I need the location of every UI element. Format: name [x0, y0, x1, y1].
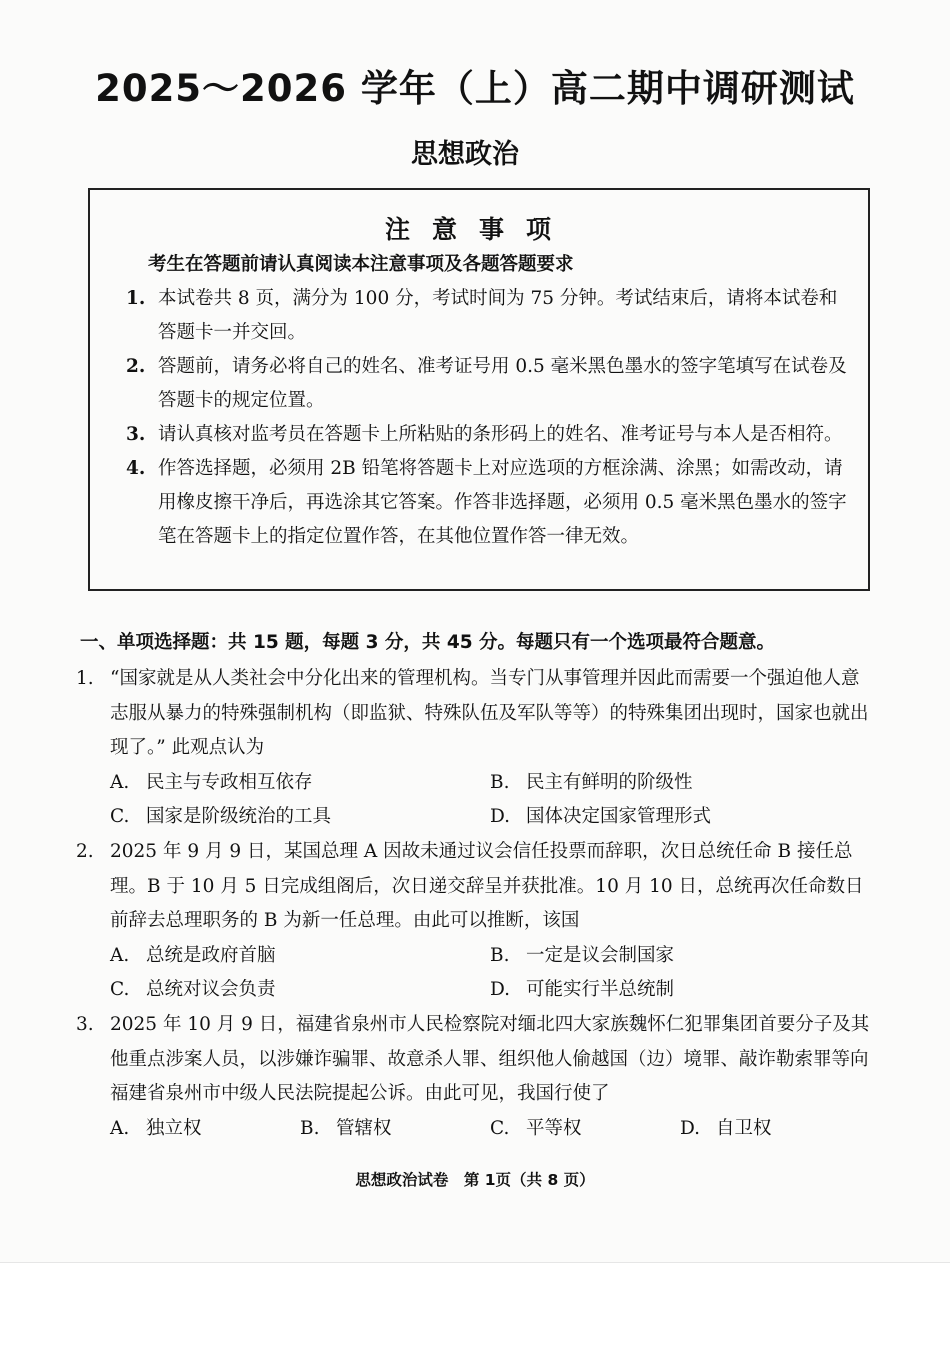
question-text: 2025 年 10 月 9 日，福建省泉州市人民检察院对缅北四大家族魏怀仁犯罪集团首要分子及其他重点涉案人员，以涉嫌诈骗罪、故意杀人罪、组织他人偷越国（边）境罪、敲诈勒索罪等向福建省泉州市中级人民法院提起公诉。由此可见，我国行使了 [110, 1014, 870, 1104]
options [110, 939, 870, 1008]
option-d[interactable]: D. 可能实行半总统制 [490, 979, 675, 1000]
notice-item-number: 4. [126, 458, 146, 479]
notice-item-number: 2. [126, 356, 146, 377]
question-number: 2. [76, 841, 94, 862]
option-b[interactable]: B. 管辖权 [300, 1117, 392, 1139]
page-edge-divider [0, 1262, 950, 1263]
notice-item [126, 452, 848, 554]
question-stem [76, 835, 870, 939]
exam-title: 2025～2026 学年（上）高二期中调研测试 [95, 67, 855, 110]
notice-item [126, 418, 848, 452]
options [110, 1112, 870, 1147]
notice-intro: 考生在答题前请认真阅读本注意事项及各题答题要求 [148, 254, 574, 275]
option-d[interactable]: D. 国体决定国家管理形式 [490, 806, 712, 827]
page-footer: 思想政治试卷 第 1页（共 8 页） [355, 1171, 595, 1189]
option-d[interactable]: D. 自卫权 [680, 1117, 772, 1139]
notice-item [126, 282, 848, 350]
notice-item-number: 1. [126, 288, 146, 309]
question-2 [76, 835, 870, 1008]
question-text: “国家就是从人类社会中分化出来的管理机构。当专门从事管理并因此而需要一个强迫他人意志服从暴力的特殊强制机构（即监狱、特殊队伍及军队等等）的特殊集团出现时，国家也就出现了。” 此观点认为 [110, 668, 869, 758]
option-a[interactable]: A. 独立权 [110, 1117, 202, 1139]
notice-title: 注意事项 [384, 215, 573, 244]
option-a[interactable]: A. 总统是政府首脑 [110, 944, 276, 966]
question-1 [76, 662, 870, 835]
option-a[interactable]: A. 民主与专政相互依存 [110, 771, 313, 793]
question-stem [76, 1008, 870, 1112]
notice-item [126, 350, 848, 418]
question-number: 1. [76, 668, 94, 689]
notice-box [88, 188, 870, 591]
section-heading: 一、单项选择题：共 15 题，每题 3 分，共 45 分。每题只有一个选项最符合题意。 [80, 632, 776, 653]
option-b[interactable]: B. 一定是议会制国家 [490, 944, 675, 966]
notice-list [126, 282, 848, 554]
question-3 [76, 1008, 870, 1146]
question-number: 3. [76, 1014, 94, 1035]
notice-item-text: 作答选择题，必须用 2B 铅笔将答题卡上对应选项的方框涂满、涂黑；如需改动，请用橡皮擦干净后，再选涂其它答案。作答非选择题，必须用 0.5 毫米黑色墨水的签字笔在答题卡上的指定位置作答，在其他位置作答一律无效。 [158, 458, 847, 547]
notice-item-text: 本试卷共 8 页，满分为 100 分，考试时间为 75 分钟。考试结束后，请将本试卷和答题卡一并交回。 [158, 288, 838, 343]
question-text: 2025 年 9 月 9 日，某国总理 A 因故未通过议会信任投票而辞职，次日总统任命 B 接任总理。B 于 10 月 5 日完成组阁后，次日递交辞呈并获批准。10 月 10 日，总统再次任命数日前辞去总理职务的 B 为新一任总理。由此可以推断，该国 [110, 841, 864, 931]
option-c[interactable]: C. 平等权 [490, 1117, 582, 1139]
subject-title: 思想政治 [411, 139, 519, 170]
option-b[interactable]: B. 民主有鲜明的阶级性 [490, 771, 693, 793]
options [110, 766, 870, 835]
notice-item-text: 请认真核对监考员在答题卡上所粘贴的条形码上的姓名、准考证号与本人是否相符。 [158, 424, 843, 445]
notice-item-text: 答题前，请务必将自己的姓名、准考证号用 0.5 毫米黑色墨水的签字笔填写在试卷及答题卡的规定位置。 [158, 356, 847, 411]
notice-item-number: 3. [126, 424, 146, 445]
question-stem [76, 662, 870, 766]
option-c[interactable]: C. 总统对议会负责 [110, 979, 276, 1000]
option-c[interactable]: C. 国家是阶级统治的工具 [110, 806, 332, 827]
